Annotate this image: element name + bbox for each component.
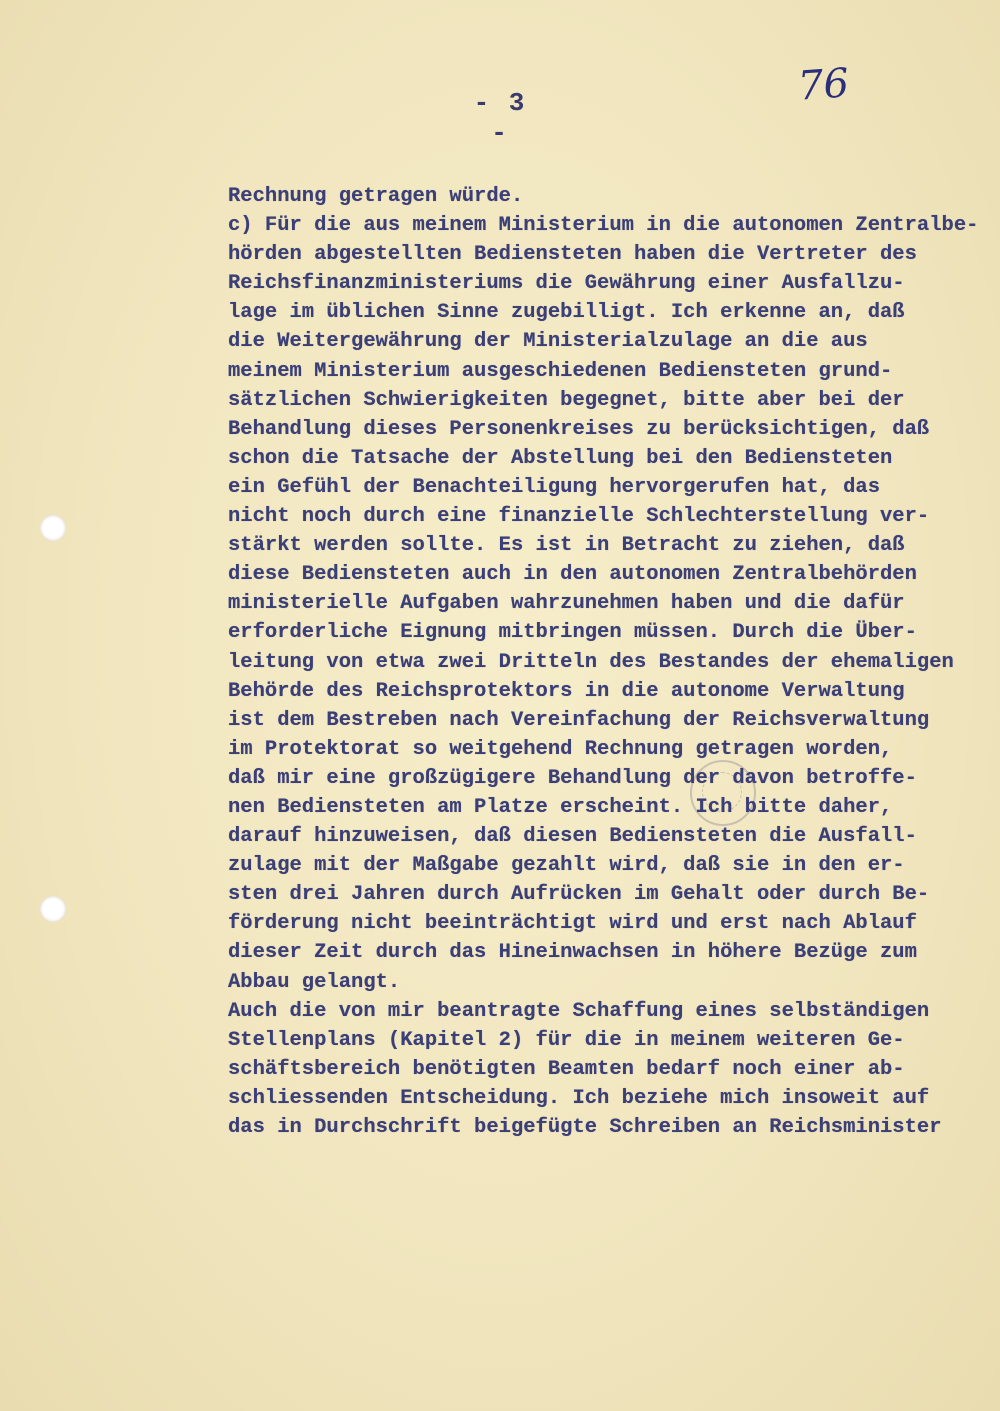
- text-line: stärkt werden sollte. Es ist in Betracht zu ziehen, daß: [228, 534, 905, 558]
- text-line: schon die Tatsache der Abstellung bei den Bediensteten: [228, 446, 893, 470]
- typed-body-text: [228, 182, 988, 1142]
- text-line: schäftsbereich benötigten Beamten bedarf noch einer ab-: [228, 1057, 905, 1081]
- text-line: förderung nicht beeinträchtigt wird und erst nach Ablauf: [228, 912, 917, 936]
- text-line: hörden abgestellten Bediensteten haben die Vertreter des: [228, 243, 917, 267]
- text-line: sten drei Jahren durch Aufrücken im Gehalt oder durch Be-: [228, 883, 930, 907]
- text-line: das in Durchschrift beigefügte Schreiben an Reichsminister: [228, 1116, 942, 1139]
- text-line: Auch die von mir beantragte Schaffung eines selbständigen: [228, 999, 930, 1023]
- text-line: Behörde des Reichsprotektors in die autonome Verwaltung: [228, 679, 905, 703]
- text-line: daß mir eine großzügigere Behandlung der davon betroffe-: [228, 766, 917, 790]
- text-line: sätzlichen Schwierigkeiten begegnet, bitte aber bei der: [228, 388, 905, 412]
- text-line: nen Bediensteten am Platze erscheint. Ich bitte daher,: [228, 795, 893, 819]
- text-line: Stellenplans (Kapitel 2) für die in meinem weiteren Ge-: [228, 1028, 905, 1052]
- text-line: diese Bediensteten auch in den autonomen Zentralbehörden: [228, 563, 917, 587]
- text-line: leitung von etwa zwei Dritteln des Bestandes der ehemaligen: [228, 650, 954, 674]
- text-line: ein Gefühl der Benachteiligung hervorgerufen hat, das: [228, 475, 881, 499]
- text-line: Rechnung getragen würde.: [228, 185, 524, 208]
- text-line: Behandlung dieses Personenkreises zu berücksichtigen, daß: [228, 417, 930, 441]
- punch-hole: [40, 515, 66, 541]
- text-line: c) Für die aus meinem Ministerium in die autonomen Zentralbe-: [228, 214, 979, 238]
- text-line: dieser Zeit durch das Hineinwachsen in höhere Bezüge zum: [228, 941, 917, 965]
- text-line: zulage mit der Maßgabe gezahlt wird, daß sie in den er-: [228, 854, 905, 878]
- text-line: meinem Ministerium ausgeschiedenen Bediensteten grund-: [228, 359, 893, 383]
- text-line: ministerielle Aufgaben wahrzunehmen haben und die dafür: [228, 592, 905, 616]
- punch-hole: [40, 896, 66, 922]
- page-number: - 3 -: [473, 88, 527, 148]
- text-line: Reichsfinanzministeriums die Gewährung einer Ausfallzu-: [228, 272, 905, 296]
- text-line: Abbau gelangt.: [228, 970, 401, 994]
- handwritten-folio-number: 76: [796, 60, 851, 110]
- text-line: darauf hinzuweisen, daß diesen Bediensteten die Ausfall-: [228, 825, 917, 849]
- text-line: schliessenden Entscheidung. Ich beziehe mich insoweit auf: [228, 1086, 930, 1110]
- text-line: nicht noch durch eine finanzielle Schlechterstellung ver-: [228, 505, 930, 529]
- text-line: ist dem Bestreben nach Vereinfachung der Reichsverwaltung: [228, 708, 930, 732]
- text-line: im Protektorat so weitgehend Rechnung getragen worden,: [228, 737, 893, 761]
- text-line: lage im üblichen Sinne zugebilligt. Ich erkenne an, daß: [228, 301, 905, 325]
- text-line: erforderliche Eignung mitbringen müssen. Durch die Über-: [228, 621, 917, 645]
- text-line: die Weitergewährung der Ministerialzulage an die aus: [228, 330, 868, 354]
